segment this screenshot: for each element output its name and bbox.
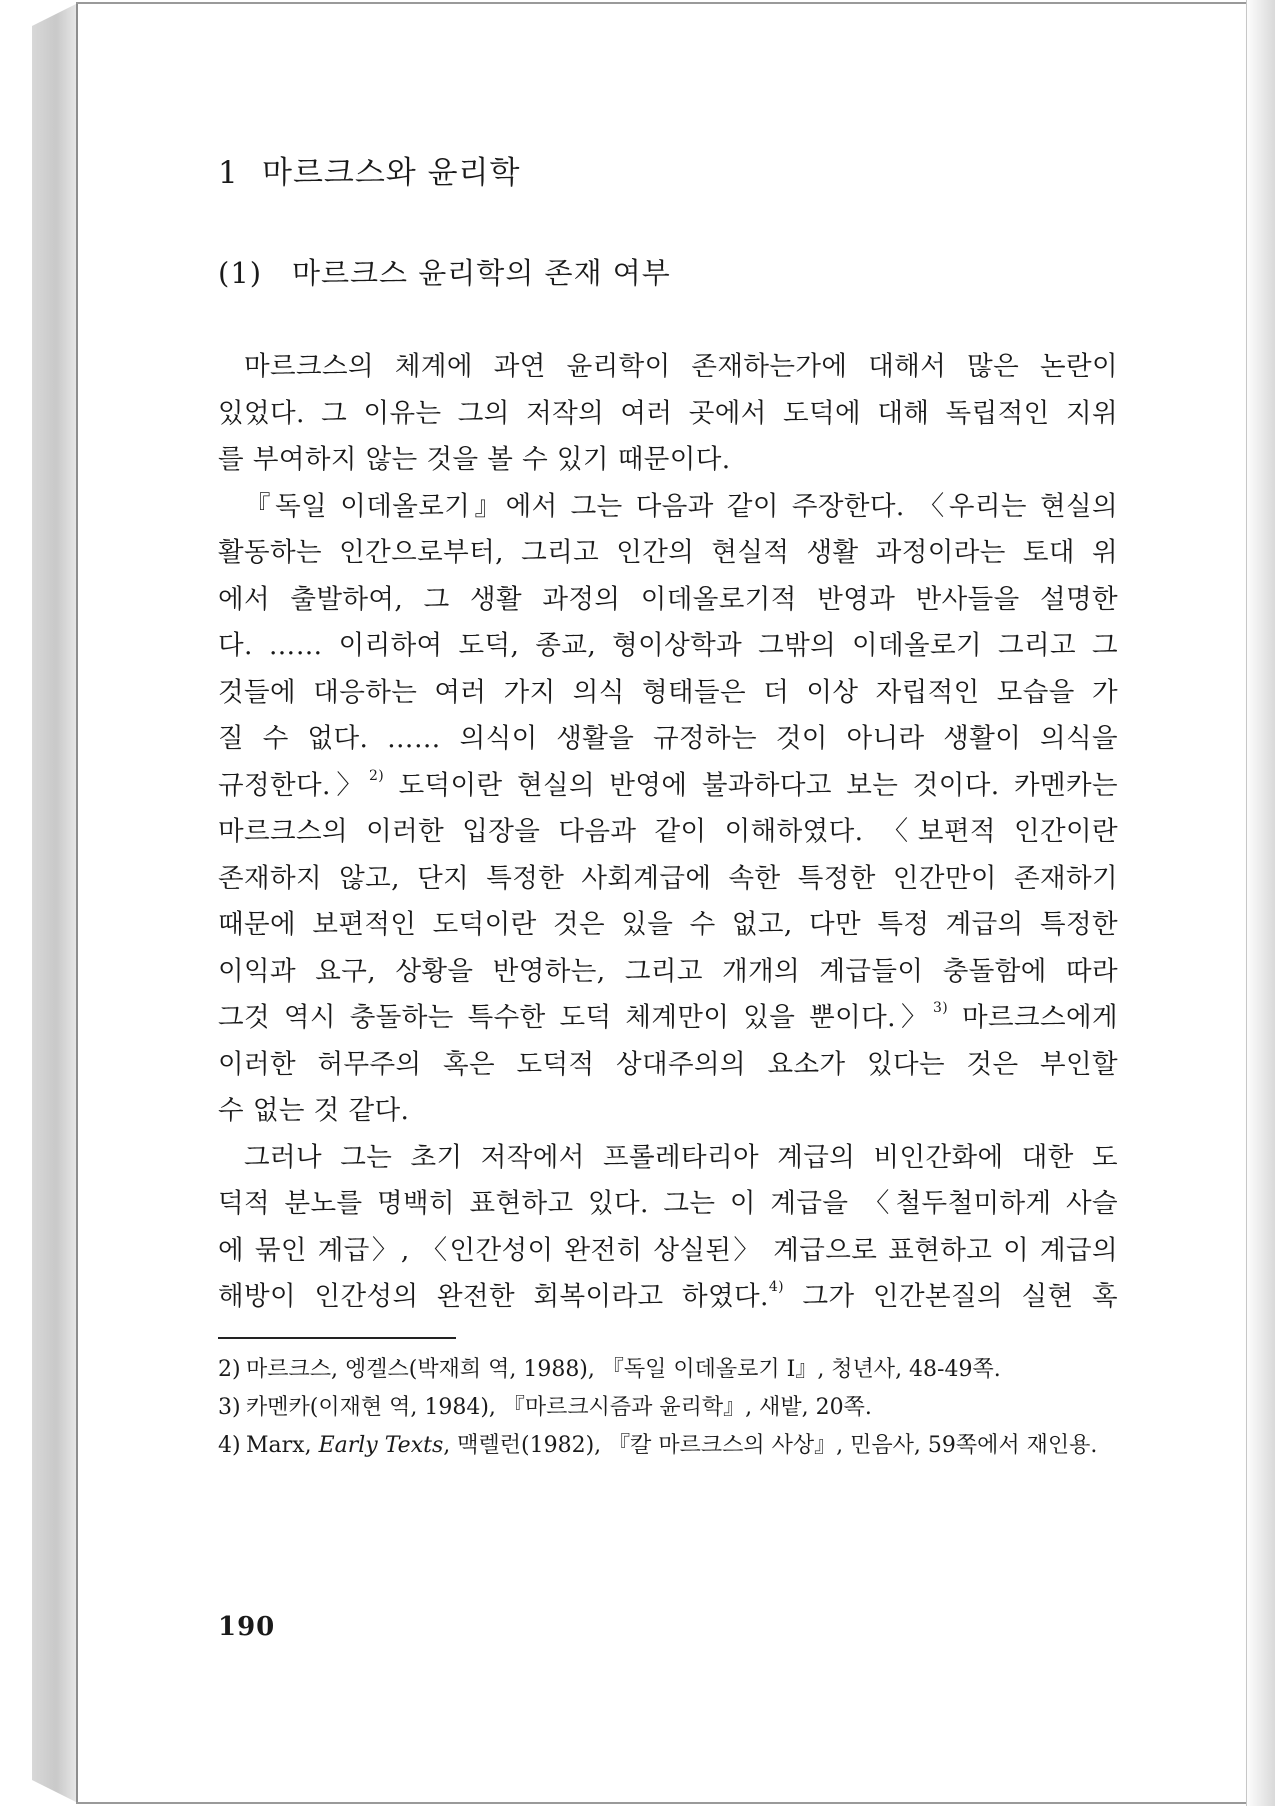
- footnotes: [218, 1351, 1118, 1465]
- text-line: 다. …… 이리하여 도덕, 종교, 형이상학과 그밖의 이데올로기 그리고 그: [218, 630, 1118, 661]
- text-line: 를 부여하지 않는 것을 볼 수 있기 때문이다.: [218, 444, 731, 475]
- book-edge-bottom: [76, 1802, 1246, 1804]
- text-line: [218, 763, 1118, 810]
- text-line: 이익과 요구, 상황을 반영하는, 그리고 개개의 계급들이 충돌함에 따라: [218, 955, 1118, 987]
- text-line: 질 수 없다. …… 의식이 생활을 규정하는 것이 아니라 생활이 의식을: [218, 723, 1118, 754]
- footnote-number: 4): [218, 1432, 241, 1458]
- text-line: 활동하는 인간으로부터, 그리고 인간의 현실적 생활 과정이라는 토대 위: [218, 537, 1118, 568]
- paragraph: [218, 484, 1118, 1135]
- text-line: [218, 995, 1118, 1042]
- chapter-title: 마르크스와 윤리학: [262, 155, 521, 191]
- page-shadow: [1245, 0, 1275, 1806]
- text-line: 존재하지 않고, 단지 특정한 사회계급에 속한 특정한 인간만이 존재하기: [218, 862, 1118, 894]
- text-line: 마르크스의 체계에 과연 윤리학이 존재하는가에 대해서 많은 논란이: [244, 351, 1118, 382]
- text-line: 『독일 이데올로기』에서 그는 다음과 같이 주장한다. 〈우리는 현실의: [244, 490, 1118, 522]
- text-run: 도덕이란 현실의 반영에 불과하다고 보는 것이다. 카멘카는: [398, 769, 1118, 801]
- footnote-author: Marx,: [246, 1432, 319, 1458]
- body-text: [218, 344, 1118, 1321]
- text-line: 이러한 허무주의 혹은 도덕적 상대주의의 요소가 있다는 것은 부인할: [218, 1048, 1118, 1080]
- footnote-item: [218, 1389, 1118, 1427]
- footnote-ref: 3): [932, 1000, 949, 1016]
- footnote-number: 2): [218, 1356, 241, 1382]
- paragraph: [218, 344, 1118, 484]
- text-line: 때문에 보편적인 도덕이란 것은 있을 수 없고, 다만 특정 계급의 특정한: [218, 909, 1118, 940]
- text-line: 수 없는 것 같다.: [218, 1095, 410, 1126]
- text-line: 있었다. 그 이유는 그의 저작의 여러 곳에서 도덕에 대해 독립적인 지위: [218, 397, 1118, 429]
- chapter-number: 1: [218, 155, 239, 191]
- page-number: 190: [218, 1612, 276, 1642]
- book-edge-left: [76, 2, 78, 1804]
- footnote-item: [218, 1427, 1118, 1465]
- chapter-heading: [218, 150, 1118, 196]
- footnote-item: [218, 1351, 1118, 1389]
- text-line: 그러나 그는 초기 저작에서 프롤레타리아 계급의 비인간화에 대한 도: [244, 1141, 1118, 1173]
- footnote-text: 마르크스, 엥겔스(박재희 역, 1988), 『독일 이데올로기 Ⅰ』, 청년사, 48-49쪽.: [246, 1356, 1001, 1382]
- text-run: 그가 인간본질의 실현 혹: [802, 1281, 1118, 1312]
- text-line: [218, 1274, 1118, 1321]
- text-line: 것들에 대응하는 여러 가지 의식 형태들은 더 이상 자립적인 모습을 가: [218, 676, 1118, 708]
- paragraph: [218, 1135, 1118, 1321]
- footnote-title: Early Texts: [318, 1432, 444, 1458]
- text-run: 해방이 인간성의 완전한 회복이라고 하였다.: [218, 1281, 769, 1312]
- book-spine: [32, 4, 76, 1802]
- footnote-text: , 맥렐런(1982), 『칼 마르크스의 사상』, 민음사, 59쪽에서 재인용.: [443, 1432, 1098, 1458]
- footnote-ref: 4): [768, 1279, 784, 1295]
- text-line: 마르크스의 이러한 입장을 다음과 같이 이해하였다. 〈보편적 인간이란: [218, 816, 1118, 847]
- section-title: 마르크스 윤리학의 존재 여부: [292, 256, 671, 290]
- text-run: 그것 역시 충돌하는 특수한 도덕 체계만이 있을 뿐이다.〉: [218, 1002, 933, 1033]
- book-edge-top: [76, 2, 1246, 4]
- section-number: (1): [218, 256, 263, 290]
- footnote-text: 카멘카(이재현 역, 1984), 『마르크시즘과 윤리학』, 새밭, 20쪽.: [246, 1394, 872, 1420]
- quote-end: 규정한다.〉: [218, 769, 369, 801]
- text-run: 마르크스에게: [962, 1002, 1119, 1033]
- footnote-number: 3): [218, 1394, 241, 1420]
- text-line: 에서 출발하여, 그 생활 과정의 이데올로기적 반영과 반사들을 설명한: [218, 583, 1118, 615]
- footnote-ref: 2): [368, 767, 385, 784]
- section-heading: [218, 250, 1118, 296]
- footnote-divider: [218, 1337, 456, 1339]
- text-line: 에 묶인 계급〉, 〈인간성이 완전히 상실된〉 계급으로 표현하고 이 계급의: [218, 1234, 1118, 1266]
- book-page: [218, 150, 1118, 1465]
- text-line: 덕적 분노를 명백히 표현하고 있다. 그는 이 계급을 〈철두철미하게 사슬: [218, 1188, 1118, 1219]
